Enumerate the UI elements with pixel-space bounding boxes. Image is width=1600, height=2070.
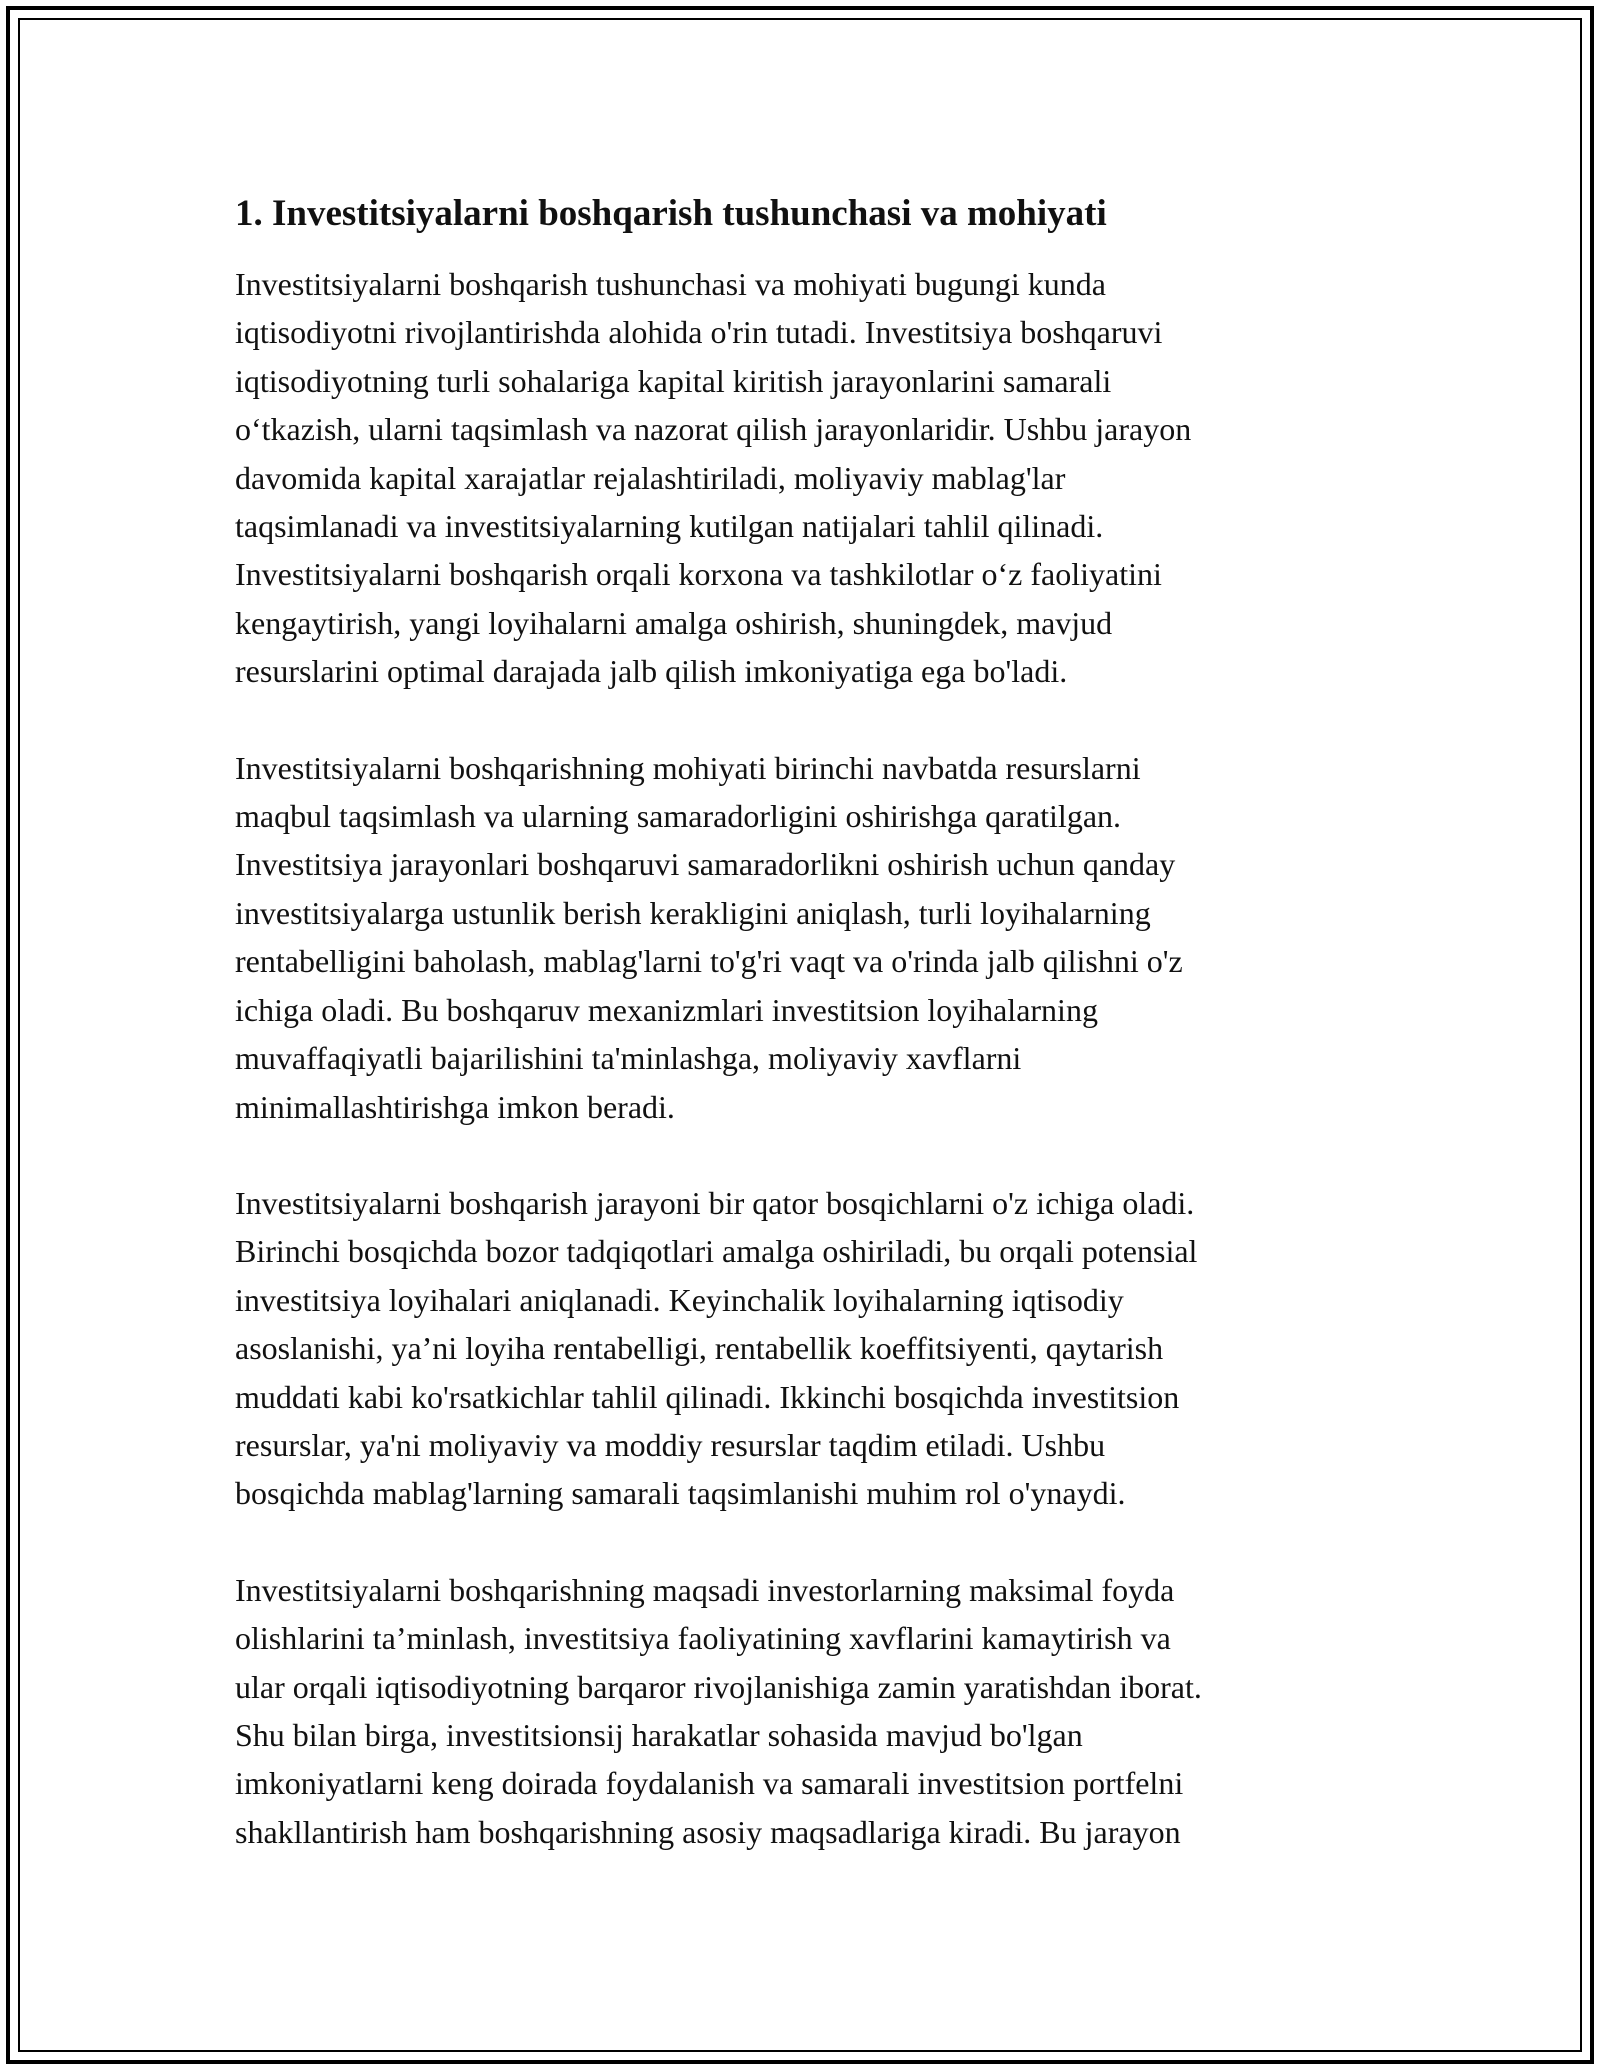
document-body: [235, 188, 1355, 1904]
paragraph-3: Investitsiyalarni boshqarish jarayoni bir qator bosqichlarni o'z ichiga oladi. Birinchi bosqichda bozor tadqiqotlari amalga oshiriladi, bu orqali potensial investitsiya loyihalari aniqlanadi. Keyinchalik loyihalarning iqtisodiy asoslanishi, ya’ni loyiha rentabelligi, rentabellik koeffitsiyenti, qaytarish muddati kabi ko'rsatkichlar tahlil qilinadi. Ikkinchi bosqichda investitsion resurslar, ya'ni moliyaviy va moddiy resurslar taqdim etiladi. Ushbu bosqichda mablag'larning samarali taqsimlanishi muhim rol o'ynaydi.: [235, 1184, 1198, 1512]
paragraph-4: Investitsiyalarni boshqarishning maqsadi investorlarning maksimal foyda olishlarini ta’minlash, investitsiya faoliyatining xavflarini kamaytirish va ular orqali iqtisodiyotning barqaror rivojlanishiga zamin yaratishdan iborat. Shu bilan birga, investitsionsij harakatlar sohasida mavjud bo'lgan imkoniyatlarni keng doirada foydalanish va samarali investitsion portfelni shakllantirish ham boshqarishning asosiy maqsadlariga kiradi. Bu jarayon: [235, 1571, 1202, 1850]
paragraph-1: Investitsiyalarni boshqarish tushunchasi va mohiyati bugungi kunda iqtisodiyotni rivojlantirishda alohida o'rin tutadi. Investitsiya boshqaruvi iqtisodiyotning turli sohalariga kapital kiritish jarayonlarini samarali o‘tkazish, ularni taqsimlash va nazorat qilish jarayonlaridir. Ushbu jarayon davomida kapital xarajatlar rejalashtiriladi, moliyaviy mablag'lar taqsimlanadi va investitsiyalarning kutilgan natijalari tahlil qilinadi. Investitsiyalarni boshqarish orqali korxona va tashkilotlar o‘z faoliyatini kengaytirish, yangi loyihalarni amalga oshirish, shuningdek, mavjud resurslarini optimal darajada jalb qilish imkoniyatiga ega bo'ladi.: [235, 266, 1192, 690]
section-heading: 1. Investitsiyalarni boshqarish tushunchasi va mohiyati: [235, 193, 1107, 234]
paragraph-2: Investitsiyalarni boshqarishning mohiyati birinchi navbatda resurslarni maqbul taqsimlash va ularning samaradorligini oshirishga qaratilgan. Investitsiya jarayonlari boshqaruvi samaradorlikni oshirish uchun qanday investitsiyalarga ustunlik berish kerakligini aniqlash, turli loyihalarning rentabelligini baholash, mablag'larni to'g'ri vaqt va o'rinda jalb qilishni o'z ichiga oladi. Bu boshqaruv mexanizmlari investitsion loyihalarning muvaffaqiyatli bajarilishini ta'minlashga, moliyaviy xavflarni minimallashtirishga imkon beradi.: [235, 749, 1183, 1125]
